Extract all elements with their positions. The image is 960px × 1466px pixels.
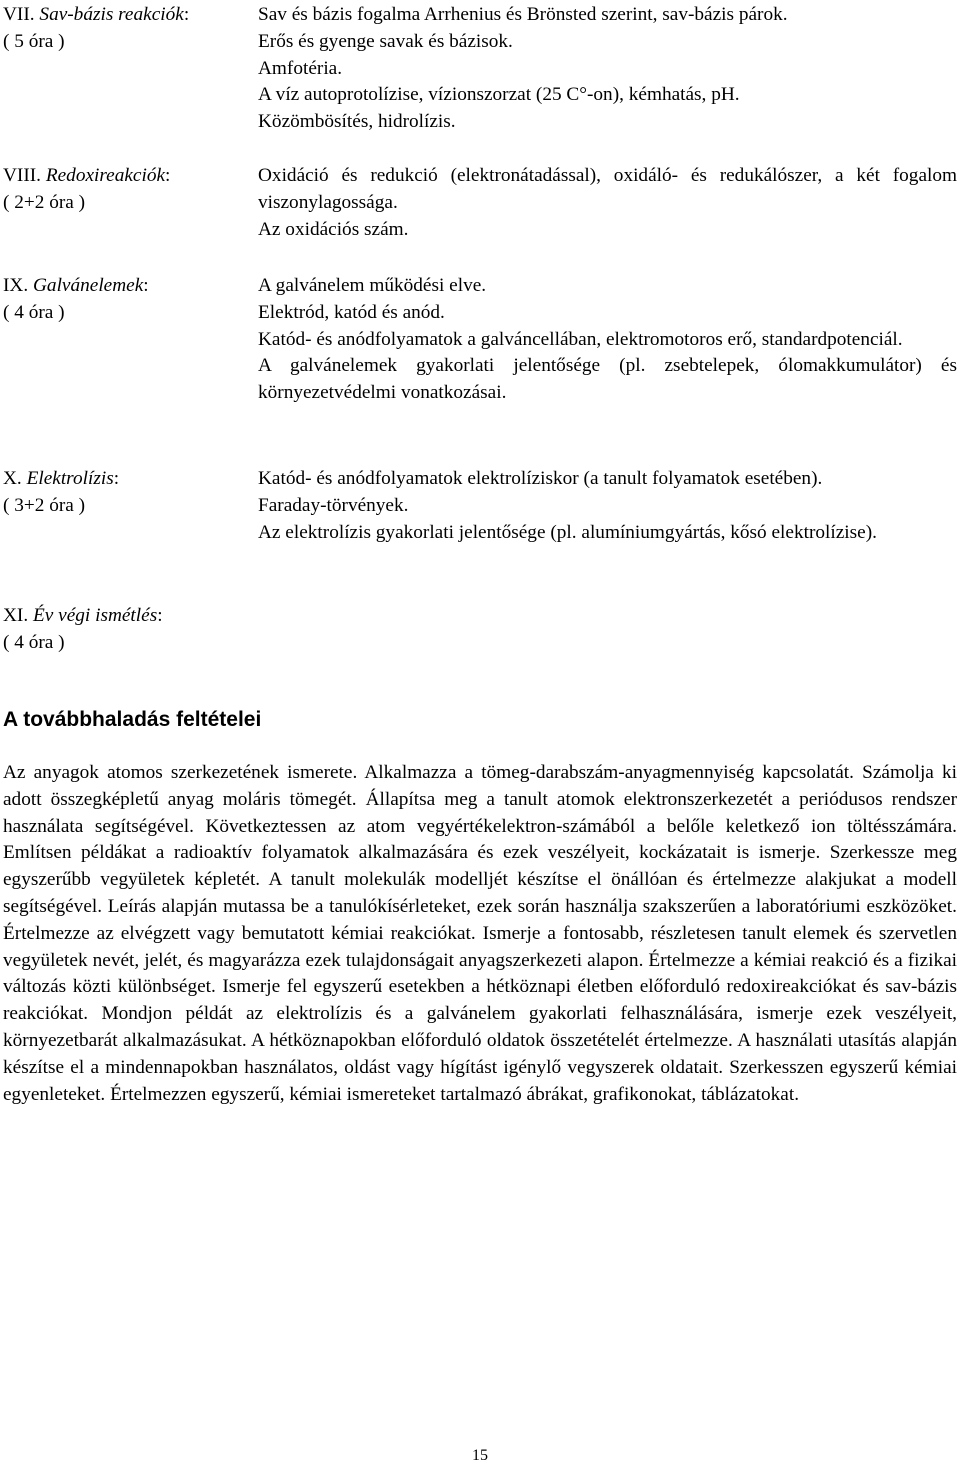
content-line: Faraday-törvények.: [258, 494, 409, 516]
section-title: Elektrolízis: [26, 468, 114, 489]
section-hours: ( 2+2 óra ): [3, 191, 86, 213]
content-line: A galvánelemek gyakorlati jelentősége (pl. zsebtelepek, ólomakkumulátor) és környezetvédelmi vonatkozásai.: [258, 355, 957, 404]
content-line: Oxidáció és redukció (elektronátadással), oxidáló- és redukálószer, a két fogalom viszonylagossága.: [258, 165, 957, 213]
content-line: Sav és bázis fogalma Arrhenius és Brönsted szerint, sav-bázis párok.: [258, 4, 788, 25]
section-hours: ( 5 óra ): [3, 30, 65, 52]
content-line: Erős és gyenge savak és bázisok.: [258, 30, 513, 52]
content-line: Az elektrolízis gyakorlati jelentősége (pl. alumíniumgyártás, kősó elektrolízise).: [258, 521, 877, 543]
content-line: Amfotéria.: [258, 57, 343, 79]
section-hours: ( 4 óra ): [3, 301, 65, 323]
section-title: Év végi ismétlés: [33, 605, 158, 626]
section-hours: ( 3+2 óra ): [3, 494, 86, 516]
section-content: [258, 2, 957, 136]
section-label: VIII. Redoxireakciók: ( 2+2 óra ): [3, 163, 248, 217]
section-heading: A továbbhaladás feltételei: [3, 708, 262, 731]
page-number: 15: [472, 1447, 488, 1464]
section-title: Galvánelemek: [33, 275, 144, 296]
content-line: Elektród, katód és anód.: [258, 301, 445, 323]
section-label: X. Elektrolízis: ( 3+2 óra ): [3, 466, 248, 520]
content-line: A víz autoprotolízise, vízionszorzat (25 C°-on), kémhatás, pH.: [258, 84, 740, 106]
section-content: [258, 466, 957, 546]
section-label: XI. Év végi ismétlés: ( 4 óra ): [3, 603, 248, 657]
requirements-paragraph: Az anyagok atomos szerkezetének ismerete. Alkalmazza a tömeg-darabszám-anyagmennyiség kapcsolatát. Számolja ki adott összegképletű anyag moláris tömegét. Állapítsa meg a tanult atomok elektronszerkezetét a periódusos rendszer használata segítségével. Következtessen az atom vegyértékelektron-számából a belőle keletkező ion töltésszámára. Említsen példákat a radioaktív folyamatok alkalmazására és ezek veszélyeit, kockázatait is ismerje. Szerkessze meg egyszerűbb vegyületek képletét. A tanult molekulák modelljét készítse el önállóan és értelmezze alakjukat a modell segítségével. Leírás alapján mutassa be a tanulókísérleteket, ezek során használja szakszerűen a laboratóriumi eszközöket. Értelmezze az elvégzett vagy bemutatott kémiai reakciókat. Ismerje a fontosabb, részletesen tanult elemek és szervetlen vegyületek nevét, jelét, és magyarázza ezek tulajdonságait anyagszerkezeti alapon. Értelmezze a kémiai reakció és a fizikai változás közti különbséget. Ismerje fel egyszerű esetekben a hétköznapi életben előforduló redoxireakciókat és sav-bázis reakciókat. Mondjon példát az elektrolízis és a galvánelem gyakorlati felhasználására, ismerje ezek veszélyeit, környezetbarát alkalmazásukat. A hétköznapokban előforduló oldatok összetételét értelmezze. A használati utasítás alapján készítse el a mindennapokban használatos, oldást vagy hígítást igénylő vegyszerek oldatait. Szerkesszen egyszerű kémiai egyenleteket. Értelmezzen egyszerű, kémiai ismereteket tartalmazó ábrákat, grafikonokat, táblázatokat.: [3, 762, 957, 1105]
content-line: Az oxidációs szám.: [258, 218, 409, 240]
content-line: Katód- és anódfolyamatok elektrolíziskor (a tanult folyamatok esetében).: [258, 468, 823, 489]
content-line: A galvánelem működési elve.: [258, 275, 487, 296]
content-line: Katód- és anódfolyamatok a galváncellában, elektromotoros erő, standardpotenciál.: [258, 328, 903, 350]
section-title: Redoxireakciók: [45, 165, 166, 186]
section-hours: ( 4 óra ): [3, 631, 65, 653]
content-line: Közömbösítés, hidrolízis.: [258, 111, 456, 133]
section-number: X.: [3, 468, 22, 489]
section-content: [258, 163, 957, 243]
section-number: XI.: [3, 605, 29, 626]
section-title: Sav-bázis reakciók: [39, 4, 184, 25]
section-label: IX. Galvánelemek: ( 4 óra ): [3, 273, 248, 327]
section-number: VII.: [3, 4, 35, 25]
section-label: VII. Sav-bázis reakciók: ( 5 óra ): [3, 2, 248, 56]
section-number: VIII.: [3, 165, 42, 186]
section-content: [258, 273, 957, 407]
section-number: IX.: [3, 275, 29, 296]
